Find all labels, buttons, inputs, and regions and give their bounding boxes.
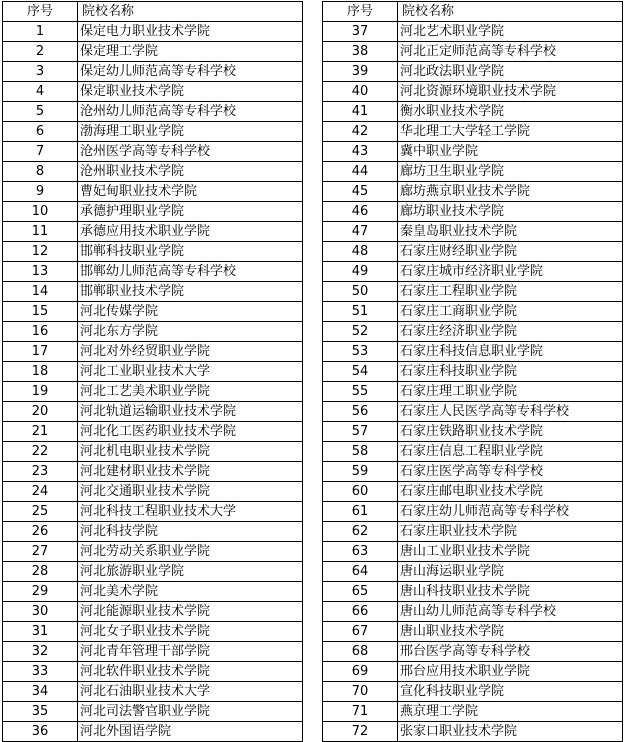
school-name-cell: 沧州医学高等专科学校: [78, 142, 303, 162]
school-name-cell: 唐山海运职业学院: [398, 562, 623, 582]
school-name-cell: 河北工业职业技术大学: [78, 362, 303, 382]
school-name-cell: 华北理工大学轻工学院: [398, 122, 623, 142]
row-number-cell: 51: [323, 302, 398, 322]
row-number-cell: 46: [323, 202, 398, 222]
school-name-cell: 沧州幼儿师范高等专科学校: [78, 102, 303, 122]
school-name-cell: 唐山工业职业技术学院: [398, 542, 623, 562]
school-name-cell: 河北正定师范高等专科学校: [398, 42, 623, 62]
school-name-cell: 廊坊职业技术学院: [398, 202, 623, 222]
table-row: [323, 182, 623, 202]
row-number-cell: 44: [323, 162, 398, 182]
table-row: [323, 642, 623, 662]
row-number-cell: 61: [323, 502, 398, 522]
table-row: [323, 122, 623, 142]
school-name-cell: 河北传媒学院: [78, 302, 303, 322]
table-row: [323, 382, 623, 402]
table-row: [323, 522, 623, 542]
school-name-cell: 河北科技工程职业技术大学: [78, 502, 303, 522]
row-number-cell: 2: [3, 42, 78, 62]
table-row: [323, 682, 623, 702]
school-name-cell: 河北青年管理干部学院: [78, 642, 303, 662]
row-number-cell: 52: [323, 322, 398, 342]
school-name-cell: 河北政法职业学院: [398, 62, 623, 82]
row-number-cell: 10: [3, 202, 78, 222]
row-number-cell: 14: [3, 282, 78, 302]
row-number-cell: 4: [3, 82, 78, 102]
table-row: [323, 582, 623, 602]
row-number-cell: 64: [323, 562, 398, 582]
row-number-cell: 30: [3, 602, 78, 622]
row-number-cell: 38: [323, 42, 398, 62]
school-name-cell: 廊坊卫生职业学院: [398, 162, 623, 182]
row-number-cell: 29: [3, 582, 78, 602]
table-row: [323, 542, 623, 562]
school-name-cell: 冀中职业学院: [398, 142, 623, 162]
table-row: [323, 702, 623, 722]
table-row: [3, 202, 303, 222]
row-number-cell: 7: [3, 142, 78, 162]
row-number-cell: 59: [323, 462, 398, 482]
school-name-cell: 保定幼儿师范高等专科学校: [78, 62, 303, 82]
row-number-cell: 66: [323, 602, 398, 622]
table-row: [3, 342, 303, 362]
school-name-cell: 河北化工医药职业技术学院: [78, 422, 303, 442]
table-row: [3, 462, 303, 482]
table-row: [323, 302, 623, 322]
row-number-cell: 17: [3, 342, 78, 362]
table-row: [3, 22, 303, 42]
school-name-cell: 廊坊燕京职业技术学院: [398, 182, 623, 202]
row-number-cell: 53: [323, 342, 398, 362]
row-number-cell: 65: [323, 582, 398, 602]
table-row: [3, 602, 303, 622]
school-name-cell: 河北交通职业技术学院: [78, 482, 303, 502]
school-name-cell: 石家庄医学高等专科学校: [398, 462, 623, 482]
table-row: [323, 342, 623, 362]
row-number-cell: 33: [3, 662, 78, 682]
table-row: [323, 562, 623, 582]
school-name-cell: 衡水职业技术学院: [398, 102, 623, 122]
table-row: [323, 322, 623, 342]
school-name-cell: 沧州职业技术学院: [78, 162, 303, 182]
table-row: [3, 562, 303, 582]
table-row: [3, 322, 303, 342]
school-name-cell: 保定理工学院: [78, 42, 303, 62]
row-number-cell: 37: [323, 22, 398, 42]
number-column-header: 序号: [3, 2, 78, 22]
row-number-cell: 70: [323, 682, 398, 702]
row-number-cell: 67: [323, 622, 398, 642]
row-number-cell: 21: [3, 422, 78, 442]
school-name-cell: 石家庄财经职业学院: [398, 242, 623, 262]
row-number-cell: 8: [3, 162, 78, 182]
school-name-cell: 保定电力职业技术学院: [78, 22, 303, 42]
row-number-cell: 18: [3, 362, 78, 382]
school-name-cell: 石家庄理工职业学院: [398, 382, 623, 402]
school-name-cell: 石家庄经济职业学院: [398, 322, 623, 342]
number-column-header: 序号: [323, 2, 398, 22]
table-row: [3, 142, 303, 162]
school-name-cell: 邢台医学高等专科学校: [398, 642, 623, 662]
school-name-cell: 石家庄科技职业学院: [398, 362, 623, 382]
school-name-cell: 唐山科技职业技术学院: [398, 582, 623, 602]
school-name-cell: 唐山职业技术学院: [398, 622, 623, 642]
table-row: [323, 102, 623, 122]
row-number-cell: 32: [3, 642, 78, 662]
table-row: [3, 722, 303, 742]
row-number-cell: 68: [323, 642, 398, 662]
school-name-cell: 河北机电职业技术学院: [78, 442, 303, 462]
row-number-cell: 22: [3, 442, 78, 462]
school-name-cell: 燕京理工学院: [398, 702, 623, 722]
school-name-cell: 邯郸科技职业学院: [78, 242, 303, 262]
table-row: [3, 162, 303, 182]
table-row: [3, 362, 303, 382]
school-name-cell: 石家庄科技信息职业学院: [398, 342, 623, 362]
table-row: [3, 482, 303, 502]
school-name-cell: 河北美术学院: [78, 582, 303, 602]
row-number-cell: 27: [3, 542, 78, 562]
row-number-cell: 12: [3, 242, 78, 262]
table-row: [3, 642, 303, 662]
row-number-cell: 71: [323, 702, 398, 722]
table-row: [3, 102, 303, 122]
table-row: [323, 162, 623, 182]
school-name-cell: 唐山幼儿师范高等专科学校: [398, 602, 623, 622]
table-row: [323, 622, 623, 642]
row-number-cell: 16: [3, 322, 78, 342]
table-row: [3, 402, 303, 422]
row-number-cell: 48: [323, 242, 398, 262]
row-number-cell: 11: [3, 222, 78, 242]
table-row: [3, 222, 303, 242]
school-name-cell: 河北司法警官职业学院: [78, 702, 303, 722]
school-name-cell: 邯郸职业技术学院: [78, 282, 303, 302]
school-name-cell: 石家庄邮电职业技术学院: [398, 482, 623, 502]
school-name-cell: 张家口职业技术学院: [398, 722, 623, 742]
school-name-cell: 石家庄工程职业学院: [398, 282, 623, 302]
row-number-cell: 47: [323, 222, 398, 242]
school-name-cell: 曹妃甸职业技术学院: [78, 182, 303, 202]
table-row: [323, 422, 623, 442]
row-number-cell: 42: [323, 122, 398, 142]
table-row: [3, 42, 303, 62]
table-row: [323, 42, 623, 62]
school-table-right: [322, 1, 623, 742]
row-number-cell: 55: [323, 382, 398, 402]
table-row: [3, 682, 303, 702]
row-number-cell: 23: [3, 462, 78, 482]
school-name-cell: 河北外国语学院: [78, 722, 303, 742]
name-column-header: 院校名称: [398, 2, 623, 22]
row-number-cell: 20: [3, 402, 78, 422]
table-row: [323, 442, 623, 462]
school-name-cell: 石家庄幼儿师范高等专科学校: [398, 502, 623, 522]
school-name-cell: 河北石油职业技术大学: [78, 682, 303, 702]
table-row: [323, 82, 623, 102]
school-name-cell: 河北旅游职业学院: [78, 562, 303, 582]
row-number-cell: 39: [323, 62, 398, 82]
table-row: [3, 422, 303, 442]
table-row: [323, 662, 623, 682]
table-row: [3, 622, 303, 642]
name-column-header: 院校名称: [78, 2, 303, 22]
school-name-cell: 河北轨道运输职业技术学院: [78, 402, 303, 422]
table-row: [323, 222, 623, 242]
school-name-cell: 石家庄信息工程职业学院: [398, 442, 623, 462]
school-name-cell: 石家庄工商职业学院: [398, 302, 623, 322]
row-number-cell: 63: [323, 542, 398, 562]
school-name-cell: 河北女子职业技术学院: [78, 622, 303, 642]
table-row: [3, 122, 303, 142]
row-number-cell: 54: [323, 362, 398, 382]
row-number-cell: 62: [323, 522, 398, 542]
table-row: [3, 262, 303, 282]
table-header-row: [3, 2, 303, 22]
school-name-cell: 承德应用技术职业学院: [78, 222, 303, 242]
table-row: [323, 262, 623, 282]
row-number-cell: 57: [323, 422, 398, 442]
school-name-cell: 河北资源环境职业技术学院: [398, 82, 623, 102]
table-row: [323, 502, 623, 522]
row-number-cell: 31: [3, 622, 78, 642]
table-row: [323, 142, 623, 162]
school-name-cell: 承德护理职业学院: [78, 202, 303, 222]
table-row: [323, 462, 623, 482]
school-name-cell: 河北软件职业技术学院: [78, 662, 303, 682]
row-number-cell: 45: [323, 182, 398, 202]
table-row: [3, 242, 303, 262]
table-row: [3, 62, 303, 82]
row-number-cell: 5: [3, 102, 78, 122]
school-name-cell: 河北东方学院: [78, 322, 303, 342]
table-row: [323, 242, 623, 262]
row-number-cell: 35: [3, 702, 78, 722]
table-row: [3, 662, 303, 682]
row-number-cell: 28: [3, 562, 78, 582]
table-row: [323, 362, 623, 382]
row-number-cell: 36: [3, 722, 78, 742]
row-number-cell: 3: [3, 62, 78, 82]
row-number-cell: 25: [3, 502, 78, 522]
school-name-cell: 邯郸幼儿师范高等专科学校: [78, 262, 303, 282]
row-number-cell: 69: [323, 662, 398, 682]
row-number-cell: 58: [323, 442, 398, 462]
school-name-cell: 石家庄职业技术学院: [398, 522, 623, 542]
row-number-cell: 26: [3, 522, 78, 542]
school-name-cell: 宣化科技职业学院: [398, 682, 623, 702]
row-number-cell: 43: [323, 142, 398, 162]
row-number-cell: 6: [3, 122, 78, 142]
table-row: [323, 602, 623, 622]
table-row: [3, 502, 303, 522]
row-number-cell: 40: [323, 82, 398, 102]
school-name-cell: 河北能源职业技术学院: [78, 602, 303, 622]
table-row: [323, 62, 623, 82]
table-row: [323, 402, 623, 422]
table-header-row: [323, 2, 623, 22]
table-row: [3, 282, 303, 302]
table-row: [323, 722, 623, 742]
table-row: [3, 82, 303, 102]
table-row: [3, 182, 303, 202]
school-table-left: [2, 1, 303, 742]
school-name-cell: 邢台应用技术职业学院: [398, 662, 623, 682]
school-name-cell: 河北对外经贸职业学院: [78, 342, 303, 362]
school-name-cell: 保定职业技术学院: [78, 82, 303, 102]
school-name-cell: 石家庄人民医学高等专科学校: [398, 402, 623, 422]
school-name-cell: 石家庄铁路职业技术学院: [398, 422, 623, 442]
table-row: [3, 382, 303, 402]
row-number-cell: 60: [323, 482, 398, 502]
table-row: [3, 702, 303, 722]
row-number-cell: 15: [3, 302, 78, 322]
table-row: [323, 482, 623, 502]
school-name-cell: 河北艺术职业学院: [398, 22, 623, 42]
table-row: [3, 442, 303, 462]
school-name-cell: 河北建材职业技术学院: [78, 462, 303, 482]
school-name-cell: 秦皇岛职业技术学院: [398, 222, 623, 242]
school-name-cell: 河北科技学院: [78, 522, 303, 542]
row-number-cell: 50: [323, 282, 398, 302]
row-number-cell: 34: [3, 682, 78, 702]
table-row: [323, 282, 623, 302]
row-number-cell: 56: [323, 402, 398, 422]
row-number-cell: 49: [323, 262, 398, 282]
school-name-cell: 石家庄城市经济职业学院: [398, 262, 623, 282]
school-name-cell: 渤海理工职业学院: [78, 122, 303, 142]
table-row: [3, 542, 303, 562]
table-row: [323, 22, 623, 42]
row-number-cell: 1: [3, 22, 78, 42]
school-name-cell: 河北劳动关系职业学院: [78, 542, 303, 562]
table-row: [3, 582, 303, 602]
row-number-cell: 9: [3, 182, 78, 202]
row-number-cell: 24: [3, 482, 78, 502]
table-row: [323, 202, 623, 222]
row-number-cell: 13: [3, 262, 78, 282]
row-number-cell: 41: [323, 102, 398, 122]
school-name-cell: 河北工艺美术职业学院: [78, 382, 303, 402]
table-row: [3, 302, 303, 322]
row-number-cell: 72: [323, 722, 398, 742]
table-row: [3, 522, 303, 542]
row-number-cell: 19: [3, 382, 78, 402]
